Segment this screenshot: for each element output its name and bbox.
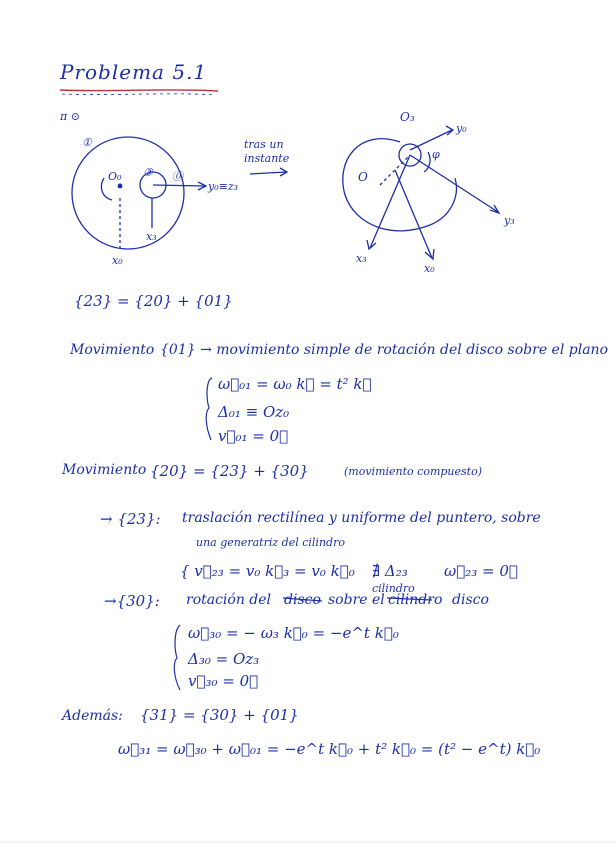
eq-31: {31} = {30} + {01} bbox=[140, 706, 299, 724]
axis-y0-line bbox=[153, 185, 205, 186]
eq-omega30: ω⃗₃₀ = − ω₃ k⃗₀ = −e^t k⃗₀ bbox=[188, 624, 399, 642]
eq-delta01: Δ₀₁ ≡ Oz₀ bbox=[218, 403, 290, 421]
overwrite-cilindro: cilindro bbox=[372, 582, 415, 595]
right-diagram bbox=[343, 126, 499, 259]
movement-01-desc: {01} → movimiento simple de rotación del disco sobre el plano bbox=[160, 342, 608, 358]
pointer-label-3: ③ bbox=[143, 166, 153, 179]
y3-right-label: y₃ bbox=[504, 214, 515, 227]
movement-label-1: Movimiento bbox=[70, 342, 155, 358]
title-underline bbox=[60, 90, 218, 91]
motion-30-desc-c: disco bbox=[452, 592, 489, 608]
page-title: Problema 5.1 bbox=[60, 60, 208, 84]
eq-v23: { v⃗₂₃ = v₀ k⃗₃ = v₀ k⃗₀ bbox=[180, 562, 355, 580]
compound-note: (movimiento compuesto) bbox=[344, 465, 482, 478]
phi-label: φ bbox=[432, 148, 440, 161]
x3-right-label: x₃ bbox=[356, 252, 367, 265]
eq-delta30: Δ₃₀ = Oz₃ bbox=[188, 650, 260, 668]
eq-v01: v⃗₀₁ = 0⃗ bbox=[218, 427, 289, 445]
motion-23-desc-2: una generatriz del cilindro bbox=[196, 536, 345, 549]
center-dot bbox=[118, 184, 122, 188]
o-right-label: O bbox=[358, 170, 368, 184]
o3-label: O₃ bbox=[400, 110, 415, 124]
pointer-label-0: ⓪ bbox=[172, 170, 183, 183]
x0-right-label: x₀ bbox=[424, 262, 435, 275]
brace-30 bbox=[174, 625, 180, 690]
mark-label: π ⊙ bbox=[60, 110, 80, 123]
eq-omega01: ω⃗₀₁ = ω₀ k⃗ = t² k⃗ bbox=[218, 375, 372, 393]
motion-arrow bbox=[250, 172, 286, 174]
y0-right-label: y₀ bbox=[456, 122, 467, 135]
motion-23-label: → {23}: bbox=[100, 510, 161, 528]
axis-x0-right bbox=[395, 170, 432, 258]
title-underline-2 bbox=[62, 94, 216, 95]
axis-x0-label: x₀ bbox=[112, 254, 123, 267]
motion-23-desc: traslación rectilínea y uniforme del puntero, sobre bbox=[182, 510, 541, 526]
disc-circle bbox=[72, 137, 184, 249]
axis-x3-label: x₃ bbox=[146, 230, 157, 243]
eq-no-axis-23: ∄ Δ₂₃ bbox=[372, 562, 408, 580]
motion-30-struck-cilindro: cilindro bbox=[388, 592, 443, 608]
brace-01 bbox=[206, 378, 212, 440]
ademas-label: Además: bbox=[62, 708, 123, 724]
motion-30-desc-a: rotación del bbox=[186, 592, 272, 608]
axis-y0-right bbox=[410, 130, 452, 150]
left-diagram bbox=[72, 137, 206, 252]
movement-label-2: Movimiento bbox=[62, 462, 147, 478]
axis-y0-z3-label: y₀≡z₃ bbox=[208, 180, 239, 193]
disc-label-1: ① bbox=[82, 136, 92, 149]
note-line-1: tras un bbox=[244, 138, 284, 151]
eq-composition: {23} = {20} + {01} bbox=[74, 292, 233, 310]
eq-v30: v⃗₃₀ = 0⃗ bbox=[188, 672, 259, 690]
origin-label: O₀ bbox=[108, 170, 122, 183]
eq-omega31: ω⃗₃₁ = ω⃗₃₀ + ω⃗₀₁ = −e^t k⃗₀ + t² k⃗₀ = (t² − e^t) k⃗₀ bbox=[118, 740, 541, 758]
motion-30-struck-disco: disco bbox=[284, 592, 321, 608]
eq-20: {20} = {23} + {30} bbox=[150, 462, 309, 480]
motion-30-desc-b: sobre el bbox=[328, 592, 385, 608]
eq-omega23: ω⃗₂₃ = 0⃗ bbox=[444, 562, 518, 580]
angle-arc bbox=[424, 152, 430, 172]
note-line-2: instante bbox=[244, 152, 290, 165]
axis-x3-right bbox=[370, 155, 410, 248]
motion-30-label: →{30}: bbox=[104, 592, 160, 610]
axis-y3-right bbox=[410, 155, 498, 212]
